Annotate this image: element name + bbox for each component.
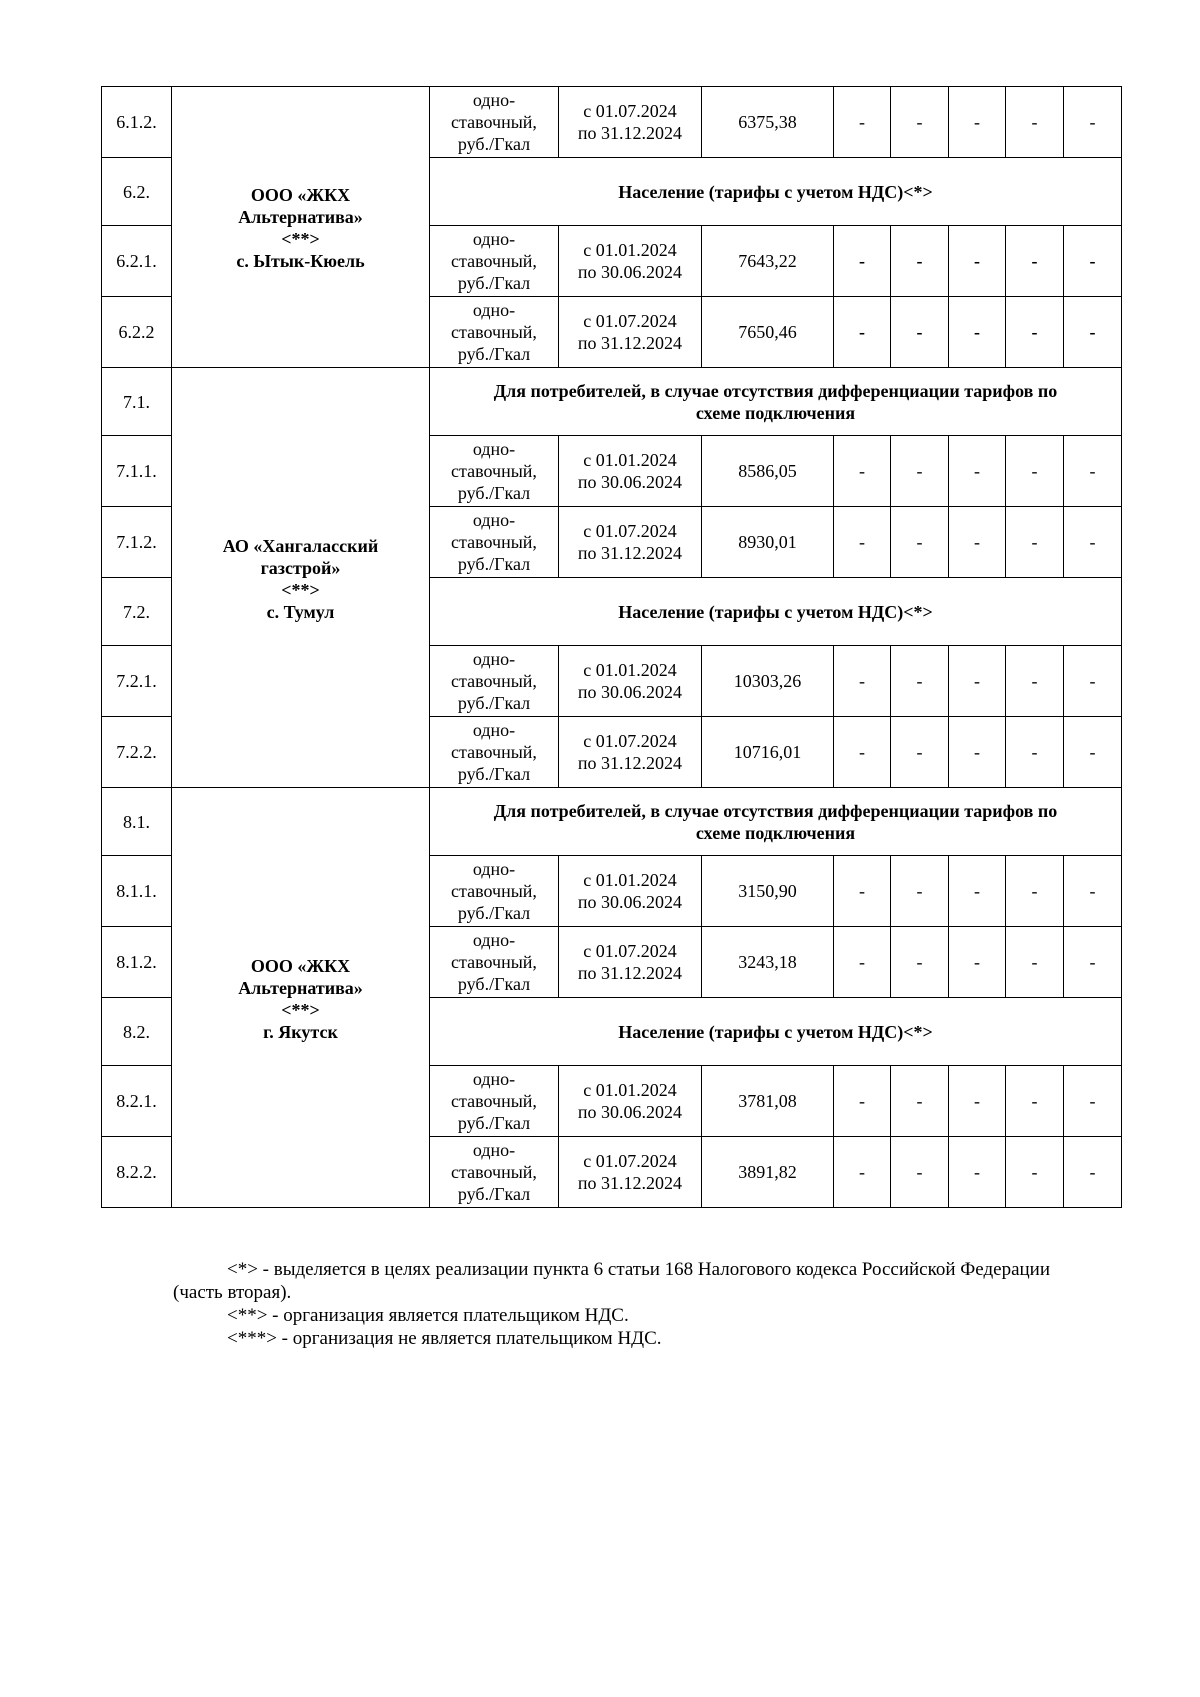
section-title-line: схеме подключения — [695, 822, 856, 843]
tariff-period-line: по 31.12.2024 — [577, 1173, 683, 1193]
organization-name — [172, 533, 429, 623]
section-row — [102, 368, 1122, 436]
tariff-type — [430, 297, 559, 368]
empty-value-cell: - — [834, 507, 891, 578]
tariff-type-line: одно- — [472, 649, 516, 669]
empty-value-cell: - — [1064, 717, 1122, 788]
empty-value-cell: - — [891, 856, 949, 927]
tariff-type — [430, 507, 559, 578]
empty-value-cell: - — [834, 297, 891, 368]
footnotes — [173, 1258, 1121, 1350]
empty-value-cell: - — [891, 226, 949, 297]
organization-cell — [172, 87, 430, 368]
empty-value-cell: - — [834, 436, 891, 507]
row-number: 8.2.2. — [102, 1137, 172, 1208]
section-title-line: схеме подключения — [695, 402, 856, 423]
empty-value-cell: - — [1006, 646, 1064, 717]
row-number: 6.2.1. — [102, 226, 172, 297]
tariff-period — [559, 87, 702, 158]
empty-value-cell: - — [834, 856, 891, 927]
empty-value-cell: - — [949, 856, 1006, 927]
row-number: 7.1. — [102, 368, 172, 436]
empty-value-cell: - — [949, 1137, 1006, 1208]
row-number: 8.2. — [102, 998, 172, 1066]
tariff-type-line: одно- — [472, 1140, 516, 1160]
tariff-period-line: по 31.12.2024 — [577, 543, 683, 563]
organization-line: газстрой» — [260, 557, 341, 578]
section-title-line: Для потребителей, в случае отсутствия дифференциации тарифов по — [493, 800, 1058, 821]
tariff-value: 10716,01 — [702, 717, 834, 788]
table-row — [102, 87, 1122, 158]
tariff-type-line: руб./Гкал — [457, 273, 531, 293]
tariff-type-line: руб./Гкал — [457, 134, 531, 154]
section-header — [430, 788, 1122, 856]
empty-value-cell: - — [949, 1066, 1006, 1137]
tariff-period — [559, 1137, 702, 1208]
tariff-period — [559, 927, 702, 998]
row-number: 7.2.2. — [102, 717, 172, 788]
organization-name — [172, 953, 429, 1043]
empty-value-cell: - — [1006, 717, 1064, 788]
footnote: (часть вторая). — [173, 1282, 292, 1303]
empty-value-cell: - — [949, 717, 1006, 788]
empty-value-cell: - — [834, 927, 891, 998]
tariff-type-line: одно- — [472, 229, 516, 249]
tariff-type-line: одно- — [472, 1069, 516, 1089]
tariff-type-line: руб./Гкал — [457, 974, 531, 994]
tariff-type — [430, 717, 559, 788]
organization-line: АО «Хангаласский — [222, 535, 379, 556]
tariff-period-line: с 01.01.2024 — [583, 1080, 677, 1100]
empty-value-cell: - — [949, 297, 1006, 368]
table-body — [102, 87, 1122, 1208]
organization-line: <**> — [281, 999, 320, 1020]
empty-value-cell: - — [949, 226, 1006, 297]
empty-value-cell: - — [1064, 1137, 1122, 1208]
tariff-period-line: по 31.12.2024 — [577, 333, 683, 353]
empty-value-cell: - — [1064, 856, 1122, 927]
tariff-type-line: ставочный, — [451, 1162, 537, 1182]
section-title-line: Население (тарифы с учетом НДС)<*> — [618, 1021, 933, 1042]
tariff-type-line: ставочный, — [451, 742, 537, 762]
tariff-type-line: руб./Гкал — [457, 1184, 531, 1204]
row-number: 7.2. — [102, 578, 172, 646]
empty-value-cell: - — [1064, 297, 1122, 368]
tariff-type-line: ставочный, — [451, 952, 537, 972]
empty-value-cell: - — [1006, 1137, 1064, 1208]
tariff-type-line: руб./Гкал — [457, 1113, 531, 1133]
empty-value-cell: - — [1064, 927, 1122, 998]
row-number: 7.2.1. — [102, 646, 172, 717]
empty-value-cell: - — [949, 87, 1006, 158]
tariff-period-line: с 01.07.2024 — [583, 731, 677, 751]
organization-name — [172, 182, 429, 272]
empty-value-cell: - — [1064, 226, 1122, 297]
tariff-period — [559, 1066, 702, 1137]
empty-value-cell: - — [1064, 87, 1122, 158]
tariff-period — [559, 646, 702, 717]
row-number: 8.2.1. — [102, 1066, 172, 1137]
tariff-period-line: по 30.06.2024 — [577, 892, 683, 912]
empty-value-cell: - — [891, 87, 949, 158]
section-header — [430, 158, 1122, 226]
tariff-period-line: с 01.01.2024 — [583, 240, 677, 260]
row-number: 8.1.2. — [102, 927, 172, 998]
tariff-period-line: с 01.07.2024 — [583, 521, 677, 541]
empty-value-cell: - — [834, 717, 891, 788]
organization-line: с. Ытык-Кюель — [236, 251, 365, 271]
tariff-type — [430, 856, 559, 927]
empty-value-cell: - — [1006, 507, 1064, 578]
tariff-period — [559, 507, 702, 578]
tariff-type-line: одно- — [472, 930, 516, 950]
section-title-line: Население (тарифы с учетом НДС)<*> — [618, 601, 933, 622]
tariff-period-line: с 01.07.2024 — [583, 101, 677, 121]
footnote: <***> - организация не является плательщиком НДС. — [227, 1328, 662, 1349]
tariff-period-line: по 30.06.2024 — [577, 1102, 683, 1122]
tariff-period-line: с 01.01.2024 — [583, 660, 677, 680]
organization-line: с. Тумул — [266, 601, 335, 622]
tariff-period — [559, 856, 702, 927]
section-title-line: Для потребителей, в случае отсутствия дифференциации тарифов по — [493, 380, 1058, 401]
empty-value-cell: - — [891, 297, 949, 368]
tariff-period-line: по 31.12.2024 — [577, 963, 683, 983]
empty-value-cell: - — [891, 927, 949, 998]
row-number: 6.2.2 — [102, 297, 172, 368]
empty-value-cell: - — [949, 646, 1006, 717]
tariff-value: 3891,82 — [702, 1137, 834, 1208]
empty-value-cell: - — [949, 507, 1006, 578]
organization-line: ООО «ЖКХ — [250, 955, 351, 976]
tariff-type-line: ставочный, — [451, 881, 537, 901]
tariff-period-line: с 01.01.2024 — [583, 870, 677, 890]
section-header — [430, 578, 1122, 646]
tariff-type — [430, 436, 559, 507]
row-number: 6.1.2. — [102, 87, 172, 158]
empty-value-cell: - — [891, 1137, 949, 1208]
tariff-type — [430, 646, 559, 717]
tariff-period — [559, 297, 702, 368]
tariff-value: 3781,08 — [702, 1066, 834, 1137]
tariff-type-line: руб./Гкал — [457, 764, 531, 784]
empty-value-cell: - — [1006, 856, 1064, 927]
empty-value-cell: - — [891, 717, 949, 788]
tariff-type-line: одно- — [472, 439, 516, 459]
organization-line: ООО «ЖКХ — [250, 185, 351, 205]
empty-value-cell: - — [1006, 927, 1064, 998]
tariff-period-line: по 30.06.2024 — [577, 262, 683, 282]
section-header — [430, 368, 1122, 436]
tariff-type-line: руб./Гкал — [457, 693, 531, 713]
empty-value-cell: - — [834, 1066, 891, 1137]
tariff-period — [559, 717, 702, 788]
tariff-type-line: ставочный, — [451, 532, 537, 552]
tariff-type-line: одно- — [472, 859, 516, 879]
empty-value-cell: - — [891, 1066, 949, 1137]
organization-cell — [172, 788, 430, 1208]
tariff-value: 8930,01 — [702, 507, 834, 578]
organization-line: Альтернатива» — [238, 207, 363, 227]
tariff-type — [430, 1137, 559, 1208]
empty-value-cell: - — [1006, 87, 1064, 158]
tariff-value: 8586,05 — [702, 436, 834, 507]
tariff-type — [430, 1066, 559, 1137]
empty-value-cell: - — [1064, 507, 1122, 578]
empty-value-cell: - — [949, 436, 1006, 507]
tariff-period-line: с 01.07.2024 — [583, 1151, 677, 1171]
tariff-type-line: одно- — [472, 300, 516, 320]
tariff-period-line: с 01.07.2024 — [583, 311, 677, 331]
organization-line: г. Якутск — [263, 1021, 338, 1042]
tariff-type-line: руб./Гкал — [457, 483, 531, 503]
tariff-type-line: ставочный, — [451, 251, 537, 271]
empty-value-cell: - — [1064, 1066, 1122, 1137]
tariff-value: 6375,38 — [702, 87, 834, 158]
row-number: 6.2. — [102, 158, 172, 226]
tariff-type-line: одно- — [472, 510, 516, 530]
tariff-type — [430, 927, 559, 998]
empty-value-cell: - — [834, 226, 891, 297]
empty-value-cell: - — [834, 87, 891, 158]
organization-line: Альтернатива» — [238, 977, 363, 998]
row-number: 8.1.1. — [102, 856, 172, 927]
tariff-period — [559, 436, 702, 507]
tariff-type-line: ставочный, — [451, 1091, 537, 1111]
section-title-line: Население (тарифы с учетом НДС)<*> — [618, 181, 933, 202]
tariff-type-line: одно- — [472, 90, 516, 110]
row-number: 7.1.1. — [102, 436, 172, 507]
tariff-type — [430, 87, 559, 158]
tariff-period-line: с 01.07.2024 — [583, 941, 677, 961]
tariff-type — [430, 226, 559, 297]
footnote: <*> - выделяется в целях реализации пункта 6 статьи 168 Налогового кодекса Российской Федерации — [227, 1259, 1051, 1280]
section-header — [430, 998, 1122, 1066]
empty-value-cell: - — [834, 1137, 891, 1208]
empty-value-cell: - — [1006, 1066, 1064, 1137]
tariff-value: 10303,26 — [702, 646, 834, 717]
section-row — [102, 788, 1122, 856]
tariff-period-line: по 30.06.2024 — [577, 472, 683, 492]
tariff-period-line: по 31.12.2024 — [577, 123, 683, 143]
empty-value-cell: - — [1064, 646, 1122, 717]
empty-value-cell: - — [891, 507, 949, 578]
tariff-period-line: по 30.06.2024 — [577, 682, 683, 702]
organization-line: <**> — [281, 229, 320, 249]
tariff-table — [101, 86, 1122, 1208]
tariff-type-line: руб./Гкал — [457, 554, 531, 574]
tariff-value: 7650,46 — [702, 297, 834, 368]
empty-value-cell: - — [1064, 436, 1122, 507]
empty-value-cell: - — [891, 436, 949, 507]
tariff-type-line: ставочный, — [451, 322, 537, 342]
empty-value-cell: - — [834, 646, 891, 717]
empty-value-cell: - — [1006, 436, 1064, 507]
empty-value-cell: - — [891, 646, 949, 717]
tariff-value: 3150,90 — [702, 856, 834, 927]
tariff-type-line: ставочный, — [451, 461, 537, 481]
tariff-period — [559, 226, 702, 297]
tariff-type-line: ставочный, — [451, 671, 537, 691]
tariff-type-line: ставочный, — [451, 112, 537, 132]
tariff-type-line: руб./Гкал — [457, 344, 531, 364]
tariff-value: 3243,18 — [702, 927, 834, 998]
row-number: 8.1. — [102, 788, 172, 856]
organization-cell — [172, 368, 430, 788]
tariff-period-line: с 01.01.2024 — [583, 450, 677, 470]
organization-line: <**> — [281, 579, 320, 600]
tariff-type-line: руб./Гкал — [457, 903, 531, 923]
tariff-type-line: одно- — [472, 720, 516, 740]
footnote: <**> - организация является плательщиком НДС. — [227, 1305, 629, 1326]
tariff-value: 7643,22 — [702, 226, 834, 297]
row-number: 7.1.2. — [102, 507, 172, 578]
tariff-period-line: по 31.12.2024 — [577, 753, 683, 773]
empty-value-cell: - — [1006, 226, 1064, 297]
empty-value-cell: - — [949, 927, 1006, 998]
empty-value-cell: - — [1006, 297, 1064, 368]
